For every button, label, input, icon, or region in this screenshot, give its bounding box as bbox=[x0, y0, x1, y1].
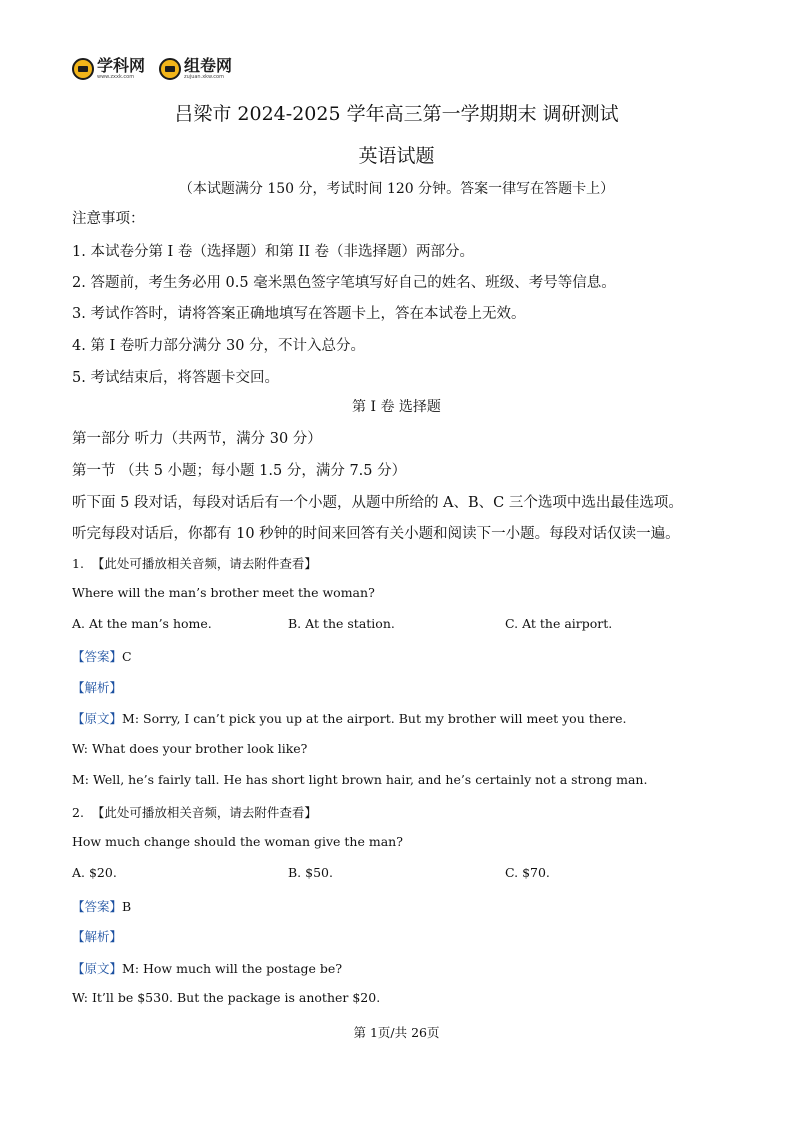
section-heading: 第一节 （共 5 小题；每小题 1.5 分，满分 7.5 分） bbox=[72, 463, 407, 479]
instruction-line: 听完每段对话后，你都有 10 秒钟的时间来回答有关小题和阅读下一小题。每段对话仅读一遍。 bbox=[72, 526, 680, 542]
header-logos bbox=[72, 58, 232, 80]
q1-stem: Where will the man’s brother meet the woman? bbox=[72, 585, 375, 600]
q1-answer bbox=[72, 647, 132, 665]
q2-answer bbox=[72, 897, 131, 915]
exam-title: 吕梁市 2024-2025 学年高三第一学期期末 调研测试 bbox=[174, 103, 619, 125]
answer-tag: 【答案】 bbox=[72, 899, 123, 914]
q1-transcript-line bbox=[72, 709, 627, 727]
question-number: 1. bbox=[72, 556, 84, 571]
q2-transcript-line bbox=[72, 959, 342, 977]
q1-transcript-line: M: Well, he’s fairly tall. He has short light brown hair, and he’s certainly not a strong man. bbox=[72, 772, 648, 787]
notice-item: 5. 考试结束后，将答题卡交回。 bbox=[72, 370, 279, 386]
q2-analysis-tag: 【解析】 bbox=[72, 929, 123, 944]
notice-item: 1. 本试卷分第 I 卷（选择题）和第 II 卷（非选择题）两部分。 bbox=[72, 244, 475, 260]
logo-name: 学科网 bbox=[97, 56, 146, 75]
logo-url: www.zxxk.com bbox=[97, 74, 135, 80]
question-number: 2. bbox=[72, 805, 84, 820]
original-tag: 【原文】 bbox=[72, 711, 123, 726]
transcript-text: M: Sorry, I can’t pick you up at the airport. But my brother will meet you there. bbox=[122, 711, 627, 726]
notice-heading: 注意事项： bbox=[72, 211, 145, 227]
notice-item: 4. 第 I 卷听力部分满分 30 分，不计入总分。 bbox=[72, 338, 366, 354]
graduation-cap-icon bbox=[159, 58, 181, 80]
q1-transcript-line: W: What does your brother look like? bbox=[72, 741, 308, 756]
answer-value: C bbox=[122, 649, 132, 664]
q1-analysis-tag: 【解析】 bbox=[72, 680, 123, 695]
q2-audio-note bbox=[72, 803, 317, 821]
notice-item: 3. 考试作答时，请将答案正确地填写在答题卡上，答在本试卷上无效。 bbox=[72, 306, 526, 322]
notice-item: 2. 答题前，考生务必用 0.5 毫米黑色签字笔填写好自己的姓名、班级、考号等信息。 bbox=[72, 275, 616, 291]
xuekewang-logo bbox=[72, 58, 145, 80]
page-number: 第 1页/共 26页 bbox=[353, 1025, 440, 1040]
original-tag: 【原文】 bbox=[72, 961, 123, 976]
q1-option-a: A. At the man’s home. bbox=[72, 616, 212, 631]
q2-stem: How much change should the woman give the man? bbox=[72, 834, 403, 849]
q2-option-b: B. $50. bbox=[288, 865, 333, 880]
answer-value: B bbox=[122, 899, 132, 914]
q2-option-a: A. $20. bbox=[72, 865, 117, 880]
section-title: 第 I 卷 选择题 bbox=[352, 399, 441, 415]
transcript-text: M: How much will the postage be? bbox=[122, 961, 343, 976]
audio-notice: 【此处可播放相关音频，请去附件查看】 bbox=[91, 805, 317, 820]
q2-option-c: C. $70. bbox=[505, 865, 550, 880]
exam-note: （本试题满分 150 分，考试时间 120 分钟。答案一律写在答题卡上） bbox=[178, 181, 615, 197]
answer-tag: 【答案】 bbox=[72, 649, 123, 664]
q1-option-b: B. At the station. bbox=[288, 616, 395, 631]
graduation-cap-icon bbox=[72, 58, 94, 80]
q1-audio-note bbox=[72, 554, 317, 572]
q1-option-c: C. At the airport. bbox=[505, 616, 613, 631]
audio-notice: 【此处可播放相关音频，请去附件查看】 bbox=[91, 556, 317, 571]
q2-transcript-line: W: It’ll be $530. But the package is another $20. bbox=[72, 990, 381, 1005]
exam-subtitle: 英语试题 bbox=[358, 145, 435, 167]
logo-name: 组卷网 bbox=[184, 56, 233, 75]
logo-url: zujuan.xkw.com bbox=[184, 74, 224, 80]
zujuanwang-logo bbox=[159, 58, 232, 80]
instruction-line: 听下面 5 段对话，每段对话后有一个小题，从题中所给的 A、B、C 三个选项中选出最佳选项。 bbox=[72, 495, 683, 511]
part-heading: 第一部分 听力（共两节，满分 30 分） bbox=[72, 431, 322, 447]
